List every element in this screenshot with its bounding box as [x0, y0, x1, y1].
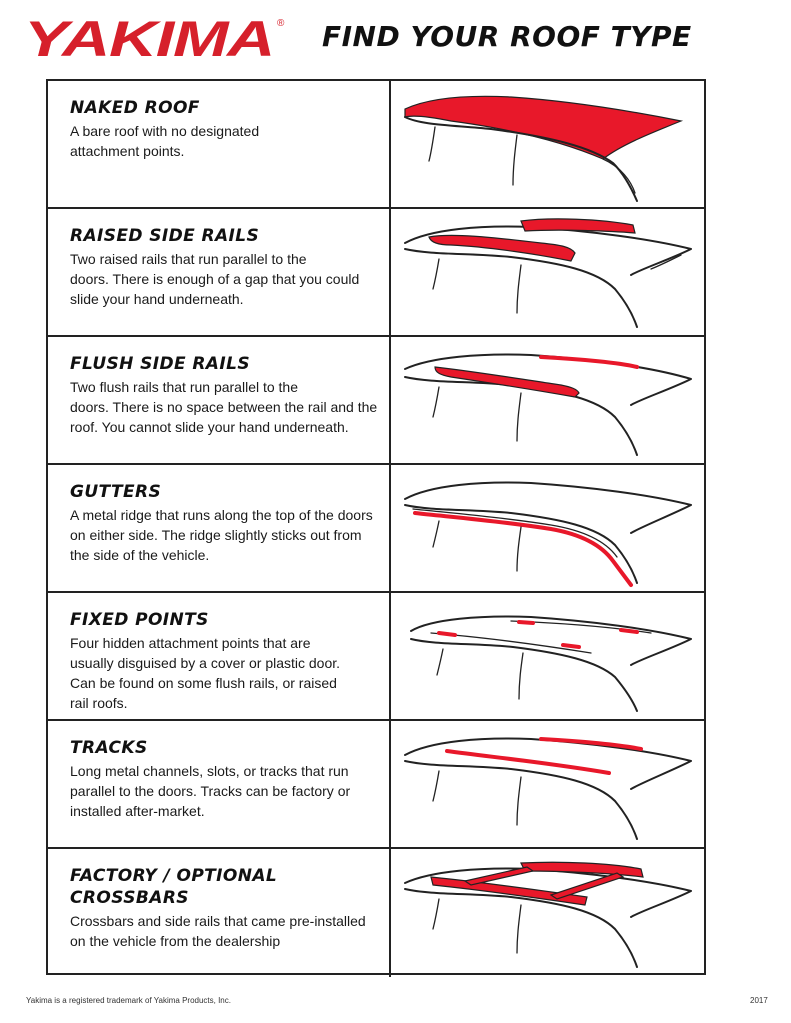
roof-type-description: A metal ridge that runs along the top of the doors on either side. The ridge slightly sticks out from the side of the vehicle. [70, 507, 373, 563]
roof-type-table [46, 79, 706, 975]
flush-side-rails-illustration [391, 337, 704, 463]
gutters-illustration [391, 465, 704, 591]
trademark-notice: Yakima is a registered trademark of Yakima Products, Inc. [26, 996, 231, 1005]
roof-type-description: Crossbars and side rails that came pre-installed on the vehicle from the dealership [70, 913, 366, 949]
roof-type-description: Long metal channels, slots, or tracks that run parallel to the doors. Tracks can be factory or installed after-market. [70, 763, 351, 819]
tracks-illustration [391, 721, 704, 847]
roof-type-name: FIXED POINTS [70, 610, 209, 630]
roof-type-name: FLUSH SIDE RAILS [70, 354, 250, 374]
roof-type-row-factory-crossbars [48, 849, 704, 977]
factory-crossbars-illustration [391, 849, 704, 975]
roof-type-row-tracks [48, 721, 704, 849]
roof-type-name: TRACKS [70, 738, 148, 758]
raised-side-rails-illustration [391, 209, 704, 335]
naked-roof-illustration [391, 81, 704, 207]
roof-type-description: Two raised rails that run parallel to the doors. There is enough of a gap that you could slide your hand underneath. [70, 251, 360, 307]
svg-text:YAKIMA: YAKIMA [24, 16, 274, 62]
fixed-points-illustration [391, 593, 704, 719]
svg-text:®: ® [277, 18, 285, 29]
yakima-logo [24, 16, 286, 62]
roof-type-description: A bare roof with no designated attachment points. [70, 123, 260, 159]
roof-type-description: Four hidden attachment points that are usually disguised by a cover or plastic door. Can be found on some flush rails, or raised rail roofs. [70, 635, 341, 711]
roof-type-name: GUTTERS [70, 482, 162, 502]
roof-type-row-fixed-points [48, 593, 704, 721]
footer-year: 2017 [750, 996, 768, 1005]
roof-type-name: NAKED ROOF [70, 98, 200, 118]
roof-type-row-flush-side-rails [48, 337, 704, 465]
page-title: FIND YOUR ROOF TYPE [322, 20, 692, 53]
roof-type-row-gutters [48, 465, 704, 593]
roof-type-description: Two flush rails that run parallel to the doors. There is no space between the rail and the roof. You cannot slide your hand underneath. [70, 379, 378, 435]
roof-type-row-raised-side-rails [48, 209, 704, 337]
roof-type-name: RAISED SIDE RAILS [70, 226, 260, 246]
roof-type-row-naked-roof [48, 81, 704, 209]
roof-type-name: FACTORY / OPTIONAL CROSSBARS [70, 866, 278, 908]
